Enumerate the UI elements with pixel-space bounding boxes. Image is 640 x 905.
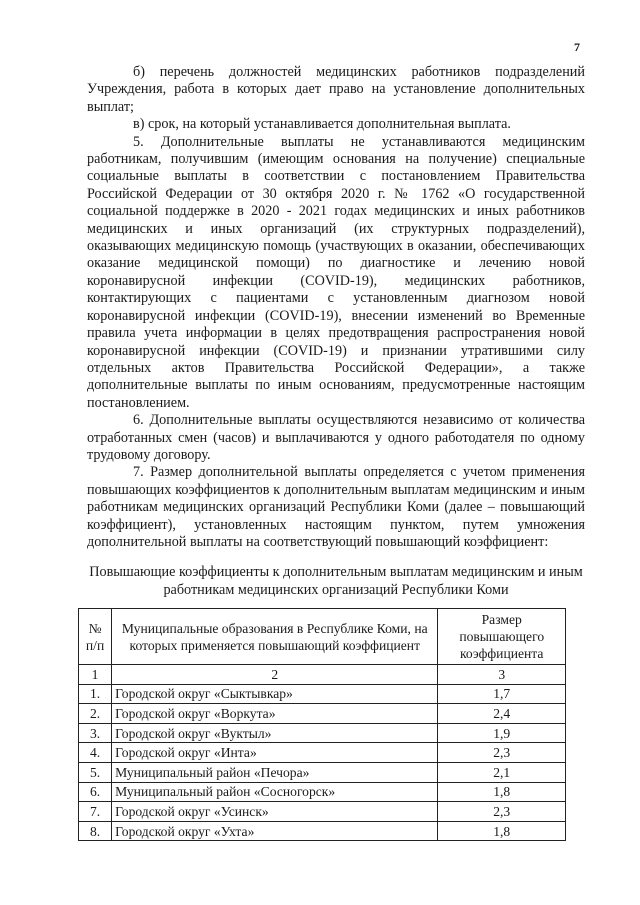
row-number: 4.: [79, 743, 112, 763]
row-number: 1.: [79, 684, 112, 704]
row-number: 7.: [79, 802, 112, 822]
row-coefficient: 2,1: [438, 762, 566, 782]
row-number: 3.: [79, 723, 112, 743]
page-number: 7: [574, 40, 580, 54]
row-coefficient: 2,3: [438, 802, 566, 822]
row-coefficient: 1,7: [438, 684, 566, 704]
row-number: 6.: [79, 782, 112, 802]
header-municipality: Муниципальные образования в Республике Коми, на которых применяется повышающий коэффициент: [112, 609, 438, 665]
index-cell: 3: [438, 665, 566, 685]
table-row: [79, 821, 566, 841]
row-municipality: Городской округ «Сыктывкар»: [112, 684, 438, 704]
row-number: 5.: [79, 762, 112, 782]
row-municipality: Городской округ «Усинск»: [112, 802, 438, 822]
table-row: [79, 704, 566, 724]
index-cell: 2: [112, 665, 438, 685]
row-coefficient: 1,9: [438, 723, 566, 743]
coefficients-table: [78, 608, 566, 841]
document-body: [87, 64, 585, 551]
index-cell: 1: [79, 665, 112, 685]
paragraph-v: в) срок, на который устанавливается дополнительная выплата.: [133, 116, 511, 133]
table-row: [79, 723, 566, 743]
row-number: 8.: [79, 821, 112, 841]
header-number: № п/п: [79, 609, 112, 665]
table-header-row: [79, 609, 566, 665]
paragraph-5: 5. Дополнительные выплаты не устанавливаются медицинским работникам, получившим (имеющим основания на получение) специальные социальные выплаты в соответствии с постановлением Правительства Российской Федерации от 30 октября 2020 г. № 1762 «О государственной социальной поддержке в 2020 - 2021 годах медицинских и иных работников медицинских и иных организаций (их структурных подразделений), оказывающих медицинскую помощь (участвующих в оказании, обеспечивающих оказание медицинской помощи) по диагностике и лечению новой коронавирусной инфекции (COVID-19), медицинских работников, контактирующих с пациентами с установленным диагнозом новой коронавирусной инфекции (COVID-19), внесении изменений во Временные правила учета информации в целях предотвращения распространения новой коронавирусной инфекции (COVID-19) и признании утратившими силу отдельных актов Правительства Российской Федерации», а также дополнительные выплаты по иным основаниям, предусмотренные настоящим постановлением.: [87, 133, 585, 411]
table-index-row: [79, 665, 566, 685]
table-title: Повышающие коэффициенты к дополнительным выплатам медицинским и иным работникам медицинских организаций Республики Коми: [89, 564, 583, 598]
row-number: 2.: [79, 704, 112, 724]
table-row: [79, 743, 566, 763]
row-coefficient: 1,8: [438, 782, 566, 802]
row-coefficient: 2,3: [438, 743, 566, 763]
paragraph-b: б) перечень должностей медицинских работников подразделений Учреждения, работа в которых дает право на установление дополнительных выплат;: [87, 64, 585, 115]
table-row: [79, 802, 566, 822]
row-municipality: Муниципальный район «Сосногорск»: [112, 782, 438, 802]
row-coefficient: 1,8: [438, 821, 566, 841]
table-row: [79, 762, 566, 782]
paragraph-6: 6. Дополнительные выплаты осуществляются независимо от количества отработанных смен (часов) и выплачиваются у одного работодателя по одному трудовому договору.: [87, 412, 585, 463]
paragraph-7: 7. Размер дополнительной выплаты определяется с учетом применения повышающих коэффициентов к дополнительным выплатам медицинским и иным работникам медицинских организаций Республики Коми (далее – повышающий коэффициент), установленных настоящим пунктом, путем умножения дополнительной выплаты на соответствующий повышающий коэффициент:: [87, 464, 585, 550]
row-municipality: Городской округ «Ухта»: [112, 821, 438, 841]
table-row: [79, 782, 566, 802]
table-row: [79, 684, 566, 704]
row-municipality: Городской округ «Вуктыл»: [112, 723, 438, 743]
row-municipality: Городской округ «Инта»: [112, 743, 438, 763]
row-municipality: Муниципальный район «Печора»: [112, 762, 438, 782]
row-coefficient: 2,4: [438, 704, 566, 724]
row-municipality: Городской округ «Воркута»: [112, 704, 438, 724]
header-coefficient: Размер повышающего коэффициента: [438, 609, 566, 665]
